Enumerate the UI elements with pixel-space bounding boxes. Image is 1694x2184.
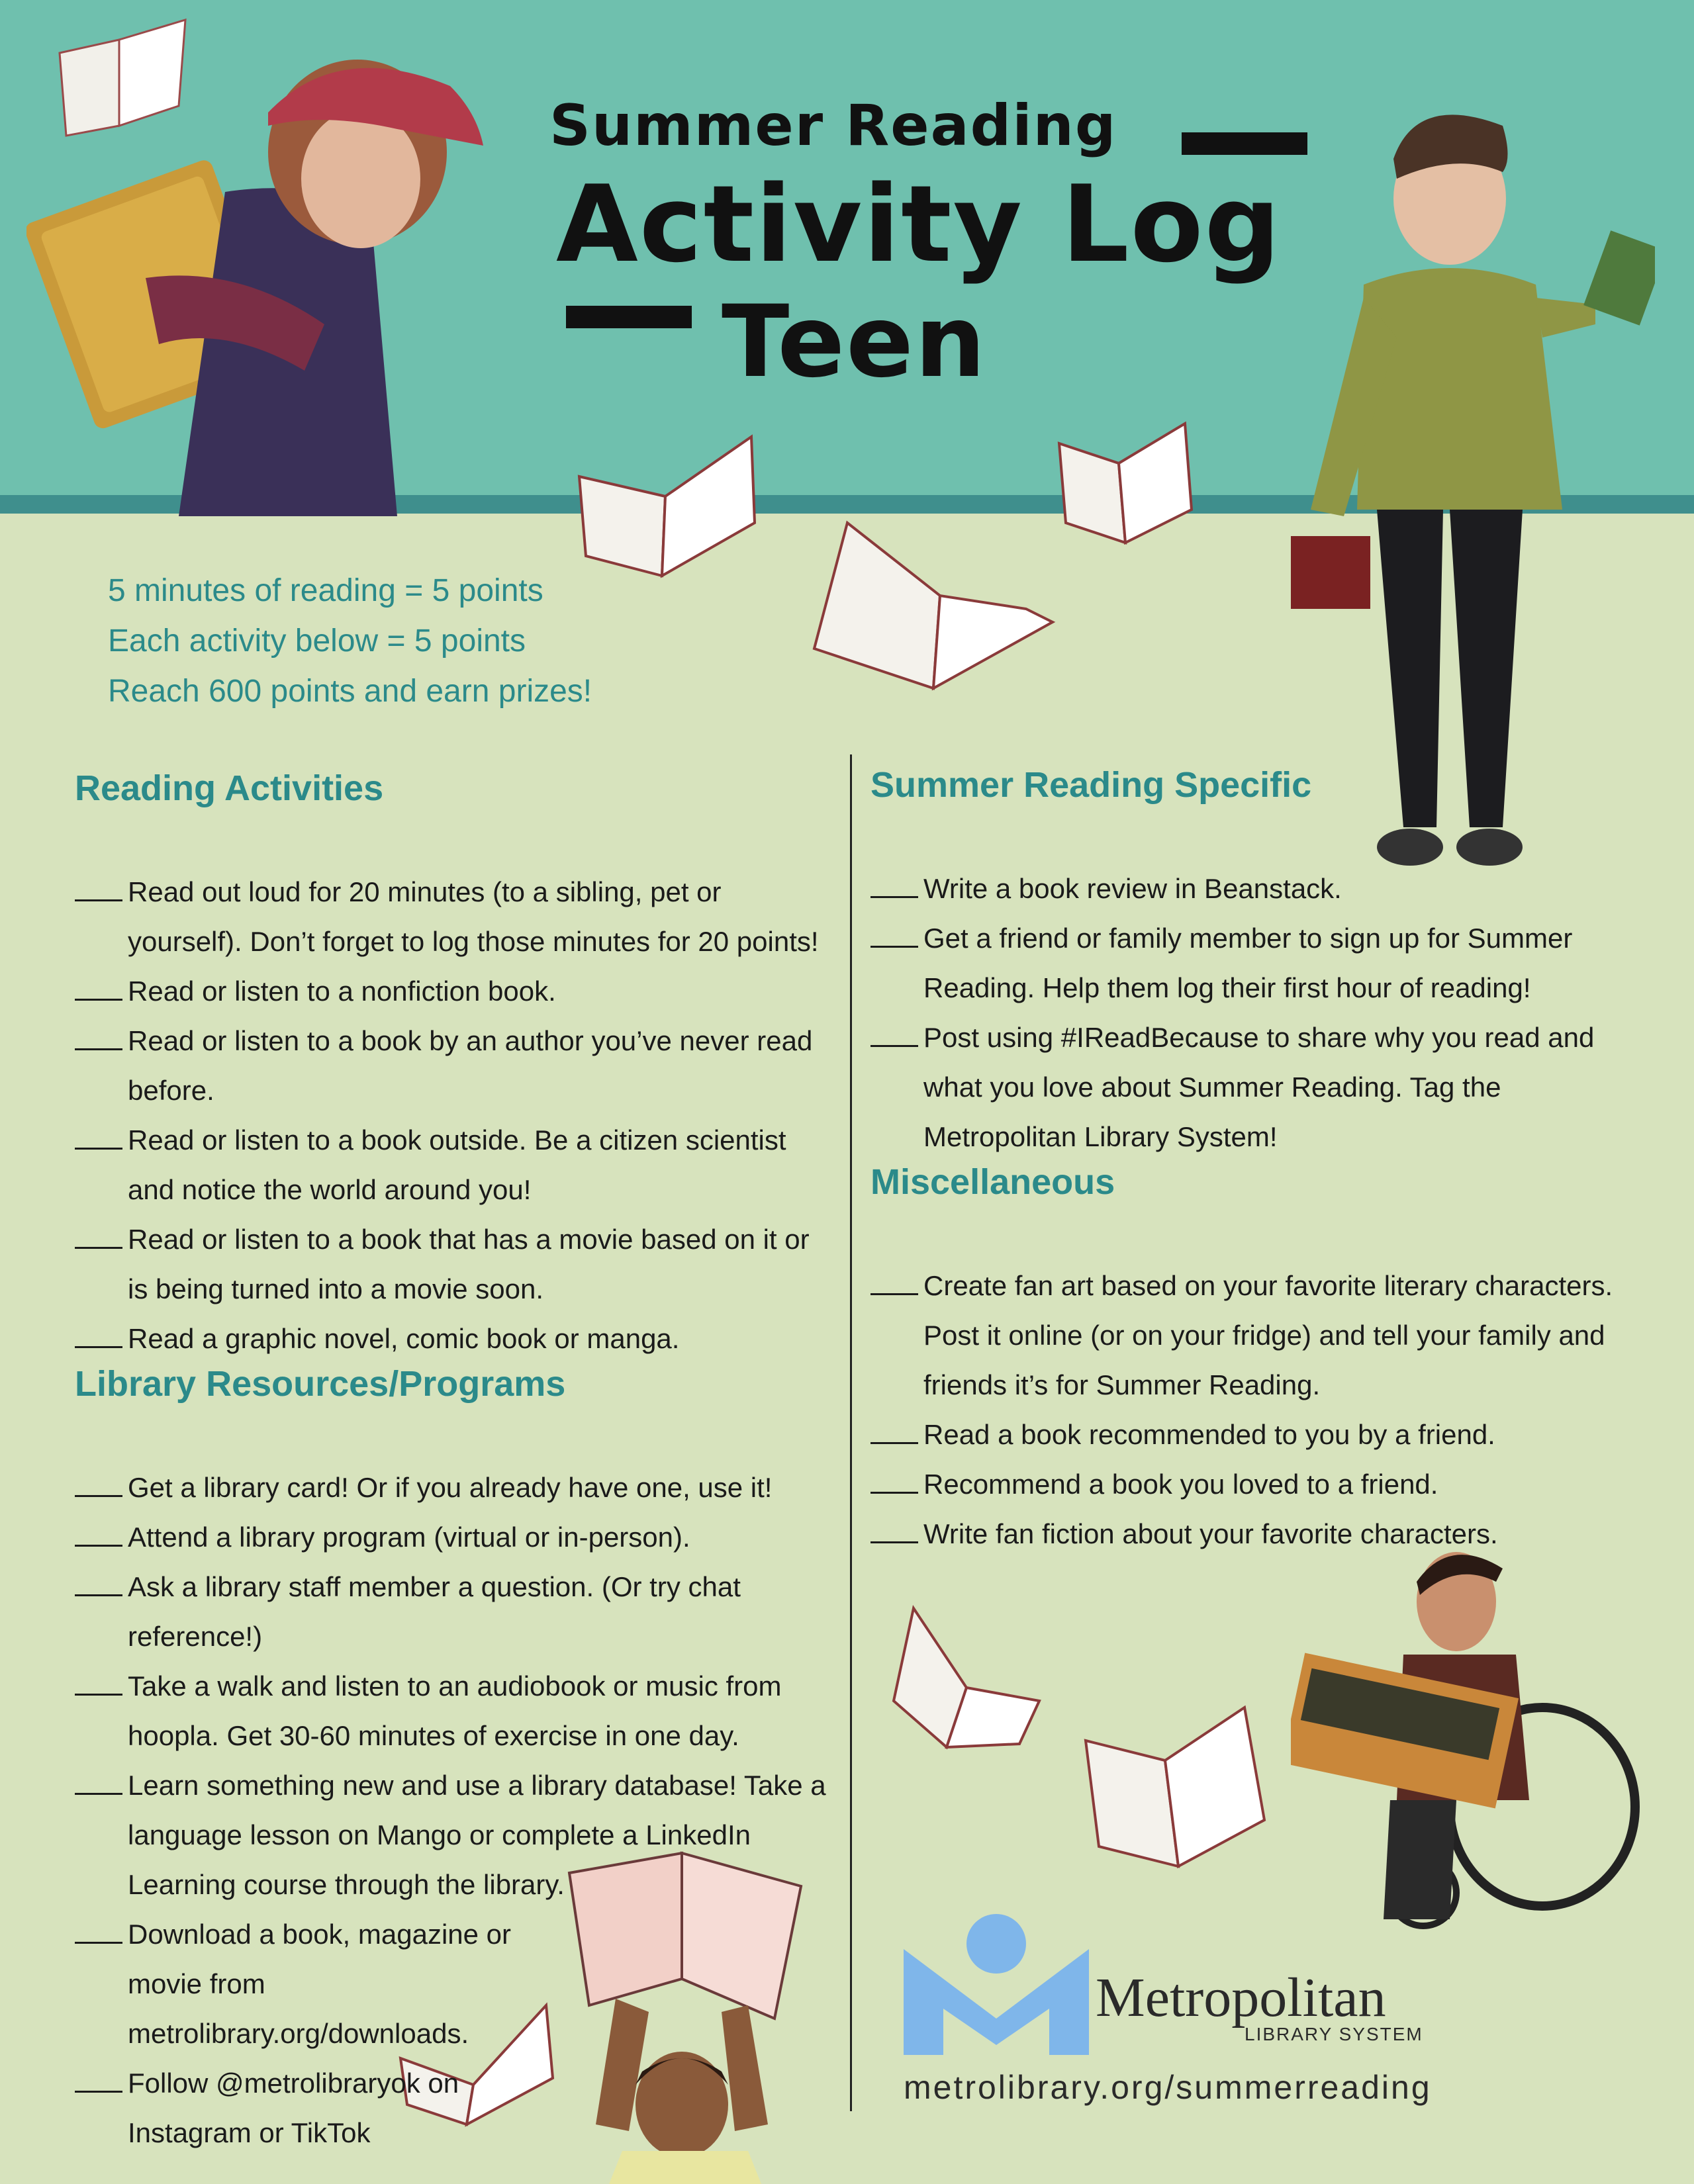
book-illustration	[53, 13, 192, 139]
metropolitan-logo-icon	[904, 1909, 1089, 2055]
open-book-illustration	[887, 1602, 1046, 1754]
checkbox-line[interactable]	[871, 1492, 918, 1494]
section-title-summer: Summer Reading Specific	[871, 765, 1312, 805]
checkbox-line[interactable]	[75, 1594, 122, 1596]
checkbox-line[interactable]	[75, 1942, 122, 1944]
list-item[interactable]: Get a friend or family member to sign up for Summer Reading. Help them log their first hour of reading!	[871, 913, 1632, 1013]
checkbox-line[interactable]	[75, 1545, 122, 1547]
list-item[interactable]: Ask a library staff member a question. (Or try chat reference!)	[75, 1562, 829, 1661]
list-item[interactable]: Follow @metrolibraryok on Instagram or TikTok	[75, 2058, 498, 2158]
checkbox-line[interactable]	[871, 896, 918, 898]
boy-in-hoodie-illustration	[1284, 86, 1655, 893]
library-resources-list	[75, 1463, 829, 2158]
checkbox-line[interactable]	[75, 1048, 122, 1050]
list-item[interactable]: Read or listen to a nonfiction book.	[75, 966, 829, 1016]
checkbox-line[interactable]	[871, 946, 918, 948]
checkbox-line[interactable]	[75, 1346, 122, 1348]
title-summer-reading: Summer Reading	[549, 93, 1117, 159]
list-item[interactable]: Read a book recommended to you by a friend.	[871, 1410, 1632, 1459]
title-teen: Teen	[722, 285, 987, 400]
logo-subtitle: LIBRARY SYSTEM	[1245, 2024, 1423, 2044]
list-item[interactable]: Create fan art based on your favorite literary characters. Post it online (or on your fridge) and tell your family and friends it’s for Summer Reading.	[871, 1261, 1632, 1410]
summer-reading-list	[871, 864, 1632, 1161]
checkbox-line[interactable]	[75, 1495, 122, 1497]
section-title-reading: Reading Activities	[75, 768, 384, 808]
checkbox-line[interactable]	[75, 1694, 122, 1696]
list-item[interactable]: Learn something new and use a library database! Take a language lesson on Mango or complete a LinkedIn Learning course through the library.	[75, 1760, 829, 1909]
checkbox-line[interactable]	[75, 1793, 122, 1795]
checkbox-line[interactable]	[871, 1045, 918, 1047]
open-book-illustration	[573, 424, 758, 582]
checkbox-line[interactable]	[871, 1442, 918, 1444]
list-item[interactable]: Attend a library program (virtual or in-person).	[75, 1512, 829, 1562]
list-item[interactable]: Read a graphic novel, comic book or manga.	[75, 1314, 829, 1363]
section-title-library: Library Resources/Programs	[75, 1364, 566, 1404]
checkbox-line[interactable]	[871, 1293, 918, 1295]
list-item[interactable]: Read out loud for 20 minutes (to a sibling, pet or yourself). Don’t forget to log those minutes for 20 points!	[75, 867, 829, 966]
reading-activities-list	[75, 867, 829, 1363]
list-item[interactable]: Read or listen to a book by an author you’ve never read before.	[75, 1016, 829, 1115]
list-item[interactable]: Take a walk and listen to an audiobook or music from hoopla. Get 30-60 minutes of exercise in one day.	[75, 1661, 829, 1760]
list-item[interactable]: Write a book review in Beanstack.	[871, 864, 1632, 913]
checkbox-line[interactable]	[75, 999, 122, 1001]
rule-line: Reach 600 points and earn prizes!	[108, 674, 592, 709]
list-item[interactable]: Read or listen to a book outside. Be a citizen scientist and notice the world around you!	[75, 1115, 829, 1214]
miscellaneous-list	[871, 1261, 1632, 1559]
checkbox-line[interactable]	[75, 1148, 122, 1150]
list-item[interactable]: Recommend a book you loved to a friend.	[871, 1459, 1632, 1509]
open-book-illustration	[808, 516, 1059, 702]
column-divider	[850, 754, 852, 2111]
points-rules	[108, 566, 592, 717]
summer-reading-url[interactable]: metrolibrary.org/summerreading	[904, 2069, 1432, 2106]
list-item[interactable]: Read or listen to a book that has a movie based on it or is being turned into a movie soon.	[75, 1214, 829, 1314]
list-item[interactable]: Get a library card! Or if you already have one, use it!	[75, 1463, 829, 1512]
open-book-illustration	[1079, 1701, 1271, 1873]
checkbox-line[interactable]	[75, 1247, 122, 1249]
rule-line: Each activity below = 5 points	[108, 623, 526, 659]
boy-in-wheelchair-illustration	[1291, 1522, 1662, 1985]
list-item[interactable]: Post using #IReadBecause to share why you read and what you love about Summer Reading. Tag the Metropolitan Library System!	[871, 1013, 1632, 1161]
checkbox-line[interactable]	[75, 2091, 122, 2093]
open-book-illustration	[1053, 417, 1198, 549]
title-activity-log: Activity Log	[556, 162, 1282, 286]
logo-wordmark: Metropolitan	[1096, 1967, 1386, 2028]
rule-line: 5 minutes of reading = 5 points	[108, 573, 543, 608]
list-item[interactable]: Write fan fiction about your favorite characters.	[871, 1509, 1632, 1559]
checkbox-line[interactable]	[871, 1541, 918, 1543]
title-dash	[566, 306, 692, 328]
list-item[interactable]: Download a book, magazine or movie from metrolibrary.org/downloads.	[75, 1909, 565, 2058]
checkbox-line[interactable]	[75, 899, 122, 901]
section-title-misc: Miscellaneous	[871, 1162, 1115, 1202]
